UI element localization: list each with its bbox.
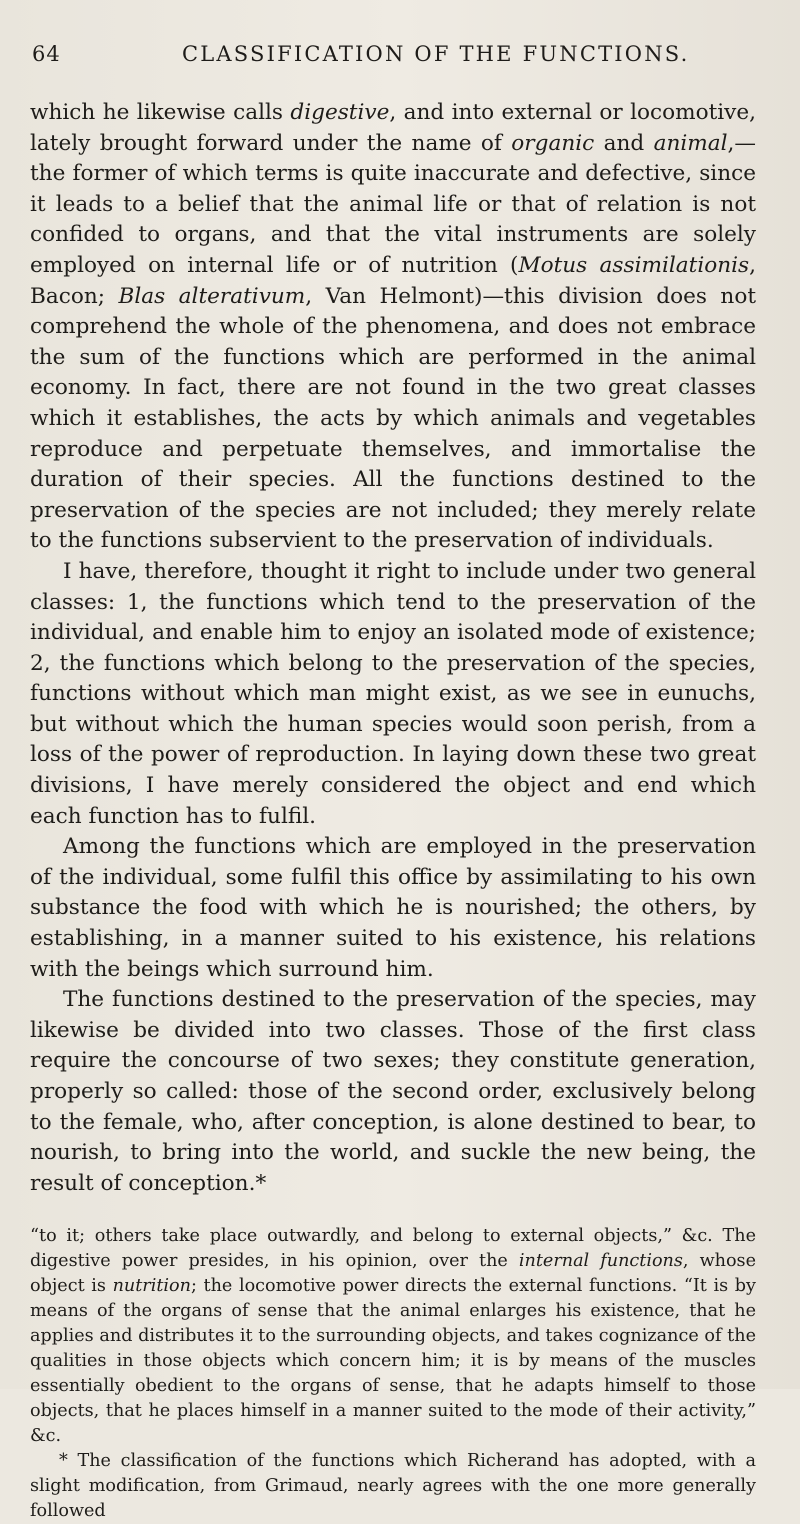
page-number: 64: [32, 42, 61, 66]
text-run: * The classification of the functions which Richerand has adopted, with a slight modification, from Grimaud, nearly agrees with the one more generally followed: [30, 1451, 756, 1522]
italic-text: internal functions: [518, 1251, 683, 1272]
running-head: [30, 42, 756, 76]
text-run: , whose object is: [30, 1251, 756, 1297]
italic-text: digestive: [290, 100, 390, 125]
italic-text: nutrition: [112, 1276, 191, 1297]
text-run: Among the functions which are employed in the preservation of the individual, some fulfil this office by assimilating to his own substance the food with which he is nourished; the others, by establishing, in a manner suited to his existence, his relations with the beings which surround him.: [30, 834, 756, 982]
paragraph-4: [30, 985, 756, 1199]
text-run: , and into external or locomotive, lately brought forward under the name of: [30, 100, 756, 156]
text-run: ,—the former of which terms is quite inaccurate and defective, since it leads to a belief that the animal life or that of relation is not confided to organs, and that the vital instruments are solely employed on internal life or of nutrition (: [30, 130, 756, 278]
text-run: which he likewise calls: [30, 100, 291, 125]
running-title: CLASSIFICATION OF THE FUNCTIONS.: [182, 42, 690, 66]
italic-text: animal: [653, 130, 728, 156]
text-run: , Van Helmont)—this division does not comprehend the whole of the phenomena, and does not embrace the sum of the functions which are performed in the animal economy. In fact, there are not found in the two great classes which it establishes, the acts by which animals and vegetables reproduce and perpetuate themselves, and immortalise the duration of their species. All the functions destined to the preservation of the species are not included; they merely relate to the functions subservient to the preservation of individuals.: [30, 283, 756, 554]
text-run: and: [594, 130, 654, 156]
text-run: I have, therefore, thought it right to include under two general classes: 1, the functions which tend to the preservation of the individual, and enable him to enjoy an isolated mode of existence; 2, the functions which belong to the preservation of the species, functions without which man might exist, as we see in eunuchs, but without which the human species would soon perish, from a loss of the power of reproduction. In laying down these two great divisions, I have merely considered the object and end which each function has to fulfil.: [30, 558, 756, 829]
italic-text: organic: [511, 130, 595, 156]
footnote-continuation: [30, 1224, 756, 1449]
italic-text: Motus assimilationis: [518, 252, 750, 278]
body-text: [30, 98, 756, 1199]
paragraph-2: [30, 557, 756, 832]
italic-text: Blas alterativum: [118, 283, 306, 309]
text-run: ; the locomotive power directs the external functions. “It is by means of the organs of sense that the animal enlarges his existence, that he applies and distributes it to the surrounding objects, and takes cognizance of the qualities in those objects which concern him; it is by means of the muscles essentially obedient to the organs of sense, that he adapts himself to those objects, that he places himself in a manner suited to the mode of their activity,” &c.: [30, 1276, 756, 1447]
text-run: “to it; others take place outwardly, and belong to external objects,” &c. The digestive power presides, in his opinion, over the: [30, 1226, 756, 1272]
text-run: The functions destined to the preservation of the species, may likewise be divided into two classes. Those of the first class require the concourse of two sexes; they constitute generation, properly so called: those of the second order, exclusively belong to the female, who, after conception, is alone destined to bear, to nourish, to bring into the world, and suckle the new being, the result of conception.*: [30, 987, 756, 1196]
paragraph-3: [30, 832, 756, 985]
paragraph-1: [30, 98, 756, 557]
text-run: , Bacon;: [30, 252, 757, 309]
footnotes: [30, 1224, 756, 1524]
footnote-asterisk: [30, 1449, 756, 1524]
